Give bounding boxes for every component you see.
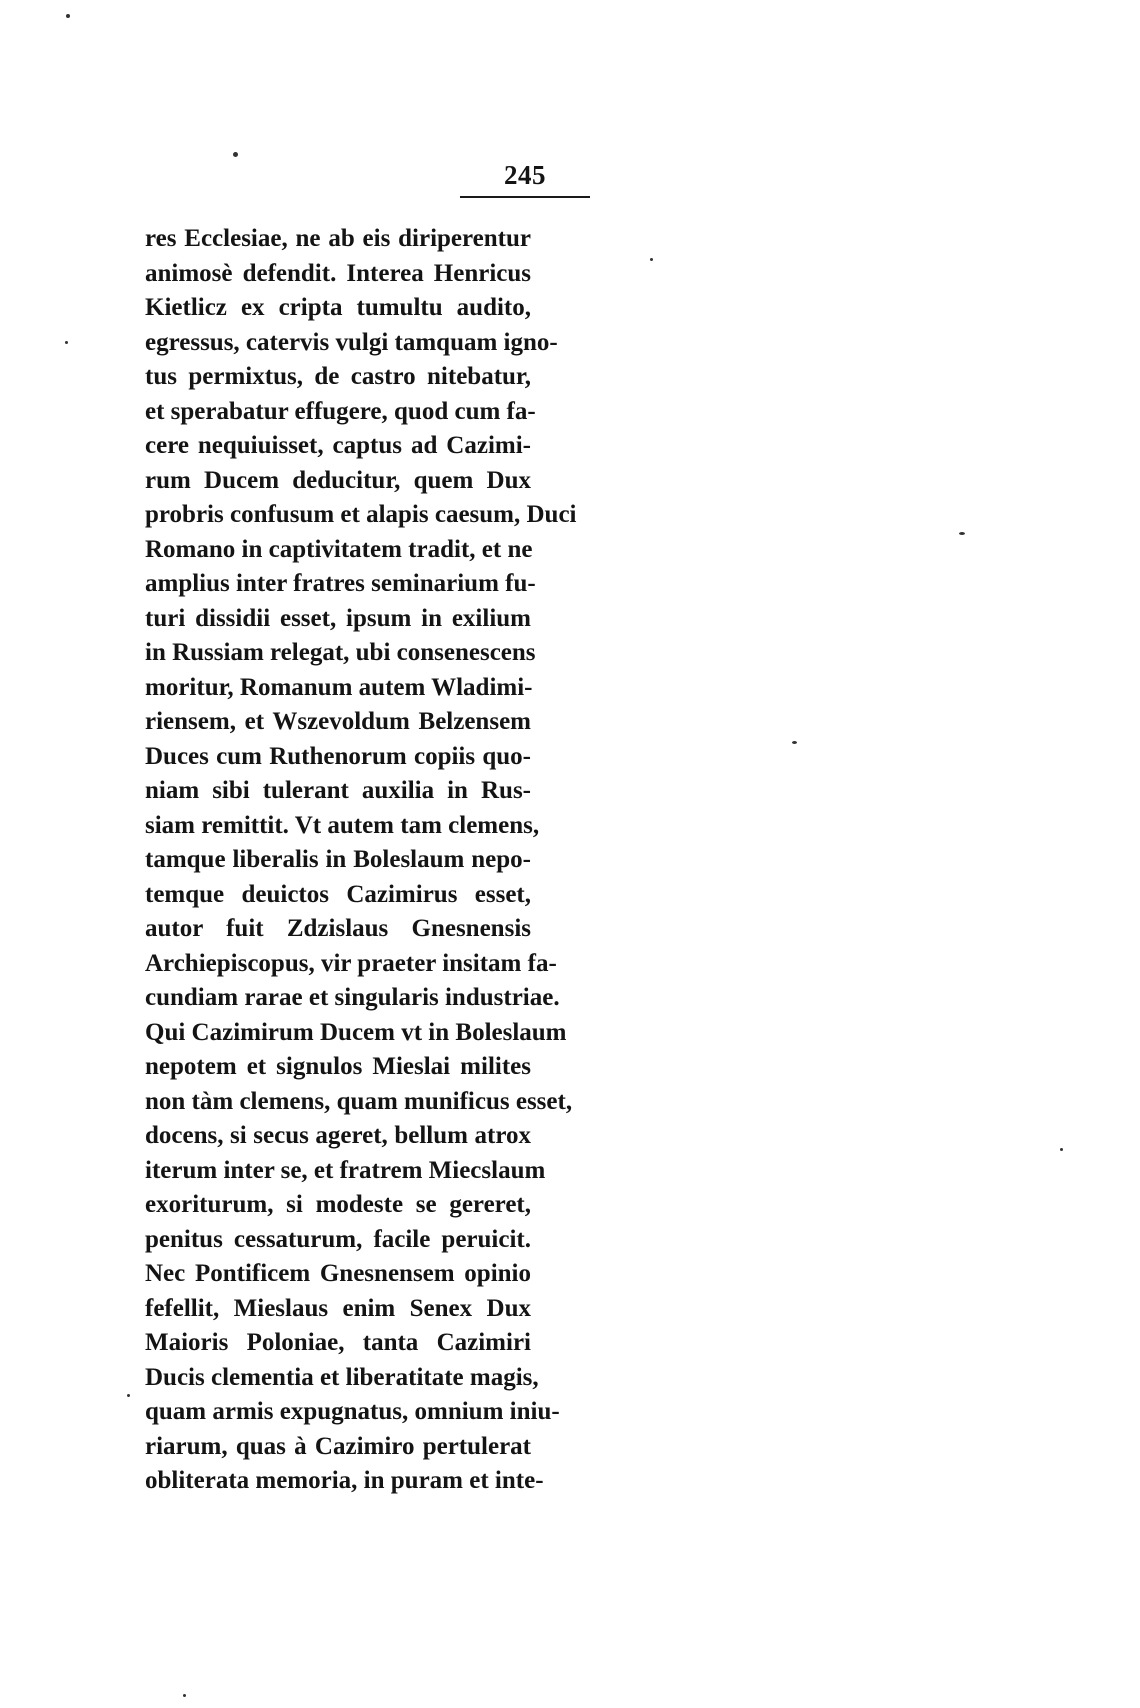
text-line: animosè defendit. Interea Henricus bbox=[145, 259, 531, 287]
text-line: docens, si secus ageret, bellum atrox bbox=[145, 1122, 531, 1149]
text-line: Kietlicz ex cripta tumultu audito, bbox=[145, 294, 531, 321]
text-line: Duces cum Ruthenorum copiis quo- bbox=[145, 742, 531, 770]
scan-speck bbox=[66, 14, 70, 18]
text-line: riarum, quas à Cazimiro pertulerat bbox=[145, 1432, 531, 1460]
header-rule bbox=[460, 196, 590, 198]
text-line: moritur, Romanum autem Wladimi- bbox=[145, 673, 533, 701]
body-text bbox=[145, 222, 577, 1499]
scan-speck bbox=[792, 741, 797, 744]
text-line: res Ecclesiae, ne ab eis diriperentur bbox=[145, 225, 531, 252]
text-line: fefellit, Mieslaus enim Senex Dux bbox=[145, 1294, 531, 1322]
text-line: temque deuictos Cazimirus esset, bbox=[145, 880, 531, 908]
text-line: exoriturum, si modeste se gereret, bbox=[145, 1191, 531, 1218]
text-line: et sperabatur effugere, quod cum fa- bbox=[145, 397, 536, 425]
text-line: Maioris Poloniae, tanta Cazimiri bbox=[145, 1329, 531, 1356]
text-line: tus permixtus, de castro nitebatur, bbox=[145, 363, 531, 390]
text-line: Nec Pontificem Gnesnensem opinio bbox=[145, 1260, 531, 1287]
text-line: iterum inter se, et fratrem Miecslaum bbox=[145, 1156, 546, 1184]
text-line: siam remittit. Vt autem tam clemens, bbox=[145, 811, 540, 839]
text-line: Romano in captivitatem tradit, et ne bbox=[145, 535, 533, 563]
text-line: riensem, et Wszevoldum Belzensem bbox=[145, 708, 531, 735]
text-line: Ducis clementia et liberatitate magis, bbox=[145, 1363, 539, 1391]
text-line: amplius inter fratres seminarium fu- bbox=[145, 570, 536, 597]
text-line: egressus, catervis vulgi tamquam igno- bbox=[145, 328, 558, 356]
text-line: nepotem et signulos Mieslai milites bbox=[145, 1053, 531, 1080]
page-number: 245 bbox=[504, 160, 546, 190]
text-line: penitus cessaturum, facile peruicit. bbox=[145, 1225, 531, 1253]
text-line: cere nequiuisset, captus ad Cazimi- bbox=[145, 432, 531, 459]
scan-speck bbox=[959, 532, 965, 535]
text-line: non tàm clemens, quam munificus esset, bbox=[145, 1087, 573, 1115]
scan-speck bbox=[650, 258, 653, 261]
text-line: Archiepiscopus, vir praeter insitam fa- bbox=[145, 949, 557, 977]
text-line: obliterata memoria, in puram et inte- bbox=[145, 1467, 544, 1494]
scan-speck bbox=[183, 1694, 186, 1697]
scan-speck bbox=[1060, 1148, 1063, 1151]
text-line: tamque liberalis in Boleslaum nepo- bbox=[145, 846, 531, 873]
text-line: niam sibi tulerant auxilia in Rus- bbox=[145, 777, 531, 804]
text-line: rum Ducem deducitur, quem Dux bbox=[145, 466, 531, 494]
text-line: quam armis expugnatus, omnium iniu- bbox=[145, 1398, 560, 1425]
scan-speck bbox=[127, 1394, 130, 1397]
text-line: probris confusum et alapis caesum, Duci bbox=[145, 501, 577, 528]
text-line: turi dissidii esset, ipsum in exilium bbox=[145, 604, 531, 632]
text-line: Qui Cazimirum Ducem vt in Boleslaum bbox=[145, 1018, 567, 1046]
text-line: cundiam rarae et singularis industriae. bbox=[145, 984, 560, 1011]
scan-speck bbox=[65, 341, 68, 344]
text-line: autor fuit Zdzislaus Gnesnensis bbox=[145, 915, 531, 942]
text-line: in Russiam relegat, ubi consenescens bbox=[145, 639, 536, 666]
scan-speck bbox=[233, 152, 238, 157]
